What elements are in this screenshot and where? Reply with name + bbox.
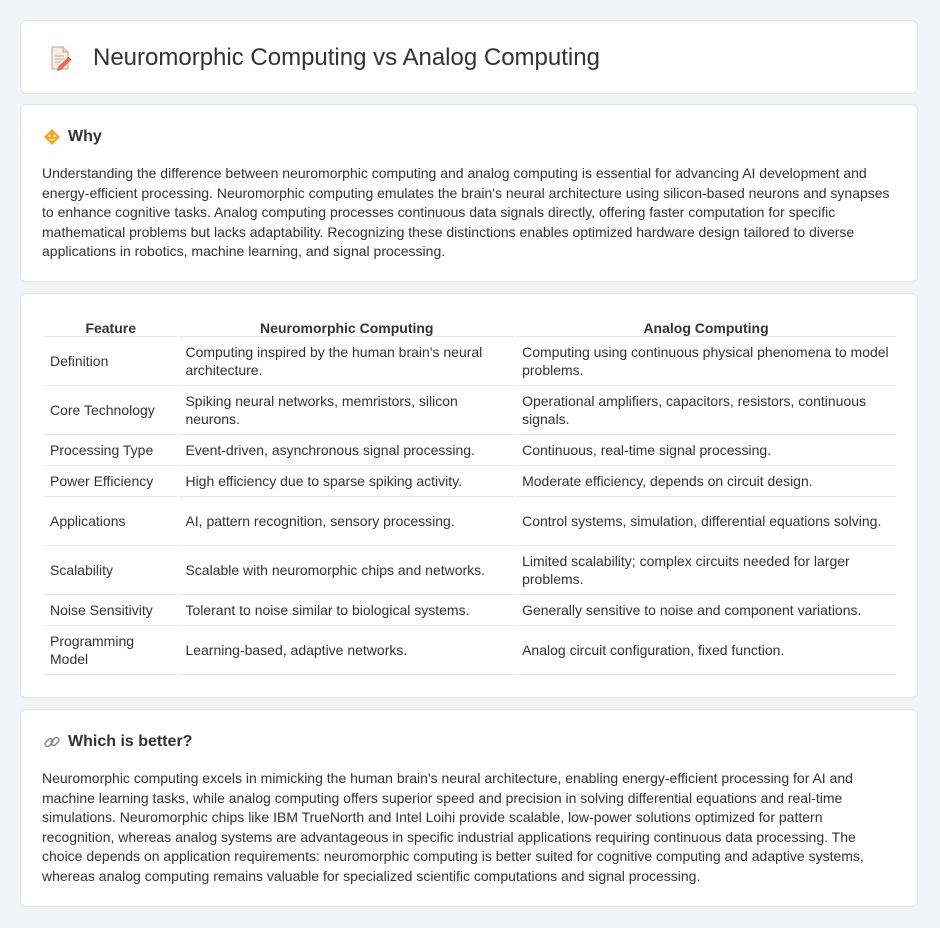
neuromorphic-cell: Spiking neural networks, memristors, silicon neurons.: [179, 386, 514, 435]
why-header: [43, 127, 102, 147]
which-better-section: [20, 709, 918, 907]
table-row: [44, 337, 896, 386]
table-row: [44, 466, 896, 497]
feature-cell: Definition: [44, 337, 177, 386]
neuromorphic-cell: Learning-based, adaptive networks.: [179, 626, 514, 675]
link-icon: [43, 733, 61, 751]
better-text: Neuromorphic computing excels in mimicking the human brain's neural architecture, enabling energy-efficient processing for AI and machine learning tasks, while analog computing offers superior speed and precision in solving differential equations and real-time simulations. Neuromorphic chips like IBM TrueNorth and Intel Loihi provide scalable, low-power solutions optimized for pattern recognition, whereas analog systems are advantageous in specific industrial applications requiring continuous data processing. The choice depends on application requirements: neuromorphic computing is better suited for cognitive computing and adaptive systems, whereas analog computing remains valuable for specialized scientific computations and signal processing.: [42, 770, 864, 884]
neuromorphic-cell: High efficiency due to sparse spiking activity.: [179, 466, 514, 497]
feature-cell: Programming Model: [44, 626, 177, 675]
analog-cell: Control systems, simulation, differential equations solving.: [516, 497, 896, 546]
table-row: [44, 497, 896, 546]
better-heading: Which is better?: [68, 733, 193, 750]
neuromorphic-cell: Scalable with neuromorphic chips and networks.: [179, 546, 514, 595]
title-card: [20, 20, 918, 94]
comparison-table: [42, 314, 898, 675]
better-header: [43, 732, 192, 752]
analog-cell: Continuous, real-time signal processing.: [516, 435, 896, 466]
analog-cell: Generally sensitive to noise and component variations.: [516, 595, 896, 626]
analog-cell: Computing using continuous physical phenomena to model problems.: [516, 337, 896, 386]
why-heading: Why: [68, 128, 102, 145]
analog-cell: Moderate efficiency, depends on circuit design.: [516, 466, 896, 497]
feature-cell: Scalability: [44, 546, 177, 595]
document-edit-icon: [47, 45, 73, 71]
table-row: [44, 626, 896, 675]
comparison-section: [20, 293, 918, 698]
analog-cell: Limited scalability; complex circuits needed for larger problems.: [516, 546, 896, 595]
feature-cell: Applications: [44, 497, 177, 546]
neuromorphic-cell: AI, pattern recognition, sensory processing.: [179, 497, 514, 546]
neuromorphic-cell: Event-driven, asynchronous signal processing.: [179, 435, 514, 466]
table-row: [44, 386, 896, 435]
feature-cell: Processing Type: [44, 435, 177, 466]
column-header: Neuromorphic Computing: [179, 314, 514, 337]
feature-cell: Core Technology: [44, 386, 177, 435]
table-row: [44, 546, 896, 595]
feature-cell: Power Efficiency: [44, 466, 177, 497]
feature-cell: Noise Sensitivity: [44, 595, 177, 626]
neuromorphic-cell: Tolerant to noise similar to biological systems.: [179, 595, 514, 626]
why-text: Understanding the difference between neuromorphic computing and analog computing is essential for advancing AI development and energy-efficient processing. Neuromorphic computing emulates the brain's neural architecture using silicon-based neurons and synapses to enhance cognitive tasks. Analog computing processes continuous data signals directly, offering faster computation for specific mathematical problems but lacks adaptability. Recognizing these distinctions enables optimized hardware design tailored to diverse applications in robotics, machine learning, and signal processing.: [42, 165, 890, 259]
table-header-row: [44, 314, 896, 337]
analog-cell: Operational amplifiers, capacitors, resistors, continuous signals.: [516, 386, 896, 435]
page-title: Neuromorphic Computing vs Analog Computing: [93, 44, 600, 71]
why-section: [20, 104, 918, 282]
why-icon: [43, 128, 61, 146]
analog-cell: Analog circuit configuration, fixed function.: [516, 626, 896, 675]
column-header: Analog Computing: [516, 314, 896, 337]
table-row: [44, 595, 896, 626]
neuromorphic-cell: Computing inspired by the human brain's neural architecture.: [179, 337, 514, 386]
table-row: [44, 435, 896, 466]
column-header: Feature: [44, 314, 177, 337]
